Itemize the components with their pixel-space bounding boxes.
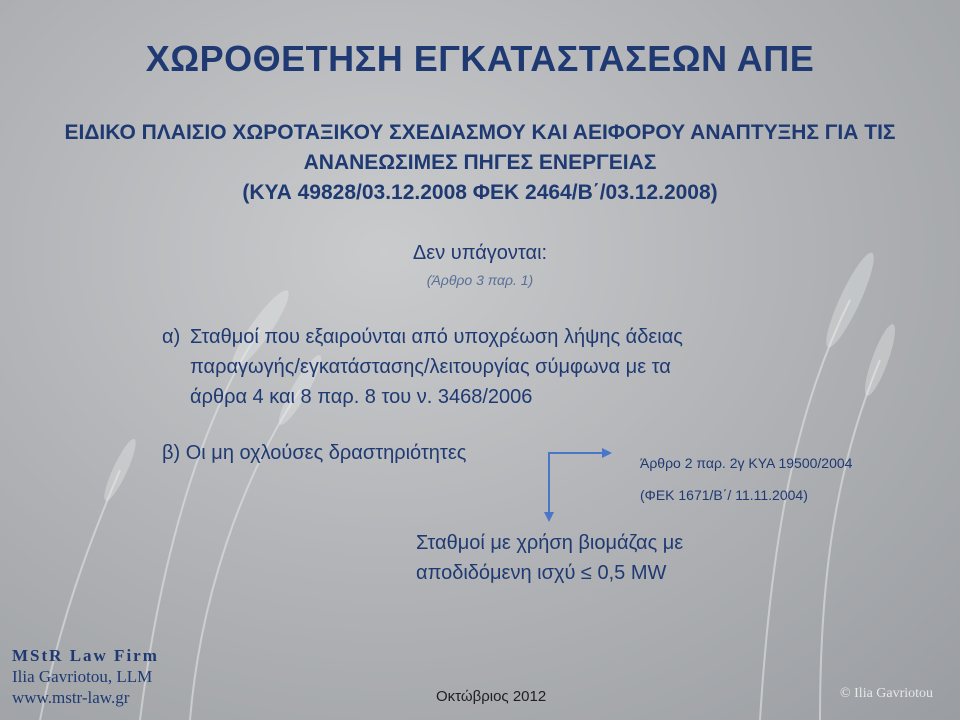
item-b-text: Οι μη οχλούσες δραστηριότητες [185, 442, 467, 464]
footer-copyright: © Ilia Gavriotou [840, 686, 934, 701]
footer-date: Οκτώβριος 2012 [436, 688, 547, 705]
item-a-marker: α) [162, 326, 181, 348]
slide-title: ΧΩΡΟΘΕΤΗΣΗ ΕΓΚΑΤΑΣΤΑΣΕΩΝ ΑΠΕ [145, 38, 815, 79]
arrow-right-icon [549, 453, 610, 515]
subtitle-line: ΑΝΑΝΕΩΣΙΜΕΣ ΠΗΓΕΣ ΕΝΕΡΓΕΙΑΣ [303, 151, 657, 174]
firm-name: MStR Law Firm [12, 646, 159, 665]
firm-website: www.mstr-law.gr [12, 688, 130, 707]
biomass-note-line: αποδιδόμενη ισχύ ≤ 0,5 MW [416, 562, 667, 584]
subtitle-line: (ΚΥΑ 49828/03.12.2008 ΦΕΚ 2464/Β΄/03.12.2008) [242, 181, 718, 204]
item-a-line: παραγωγής/εγκατάστασης/λειτουργίας σύμφωνα με τα [190, 356, 671, 378]
item-a-line: άρθρα 4 και 8 παρ. 8 του ν. 3468/2006 [190, 386, 533, 408]
biomass-note [416, 528, 683, 588]
section-reference: (Άρθρο 3 παρ. 1) [426, 272, 534, 288]
item-b-reference-line: Άρθρο 2 παρ. 2γ ΚΥΑ 19500/2004 [640, 455, 853, 471]
firm-author: Ilia Gavriotou, LLM [12, 667, 153, 686]
subtitle-line: ΕΙΔΙΚΟ ΠΛΑΙΣΙΟ ΧΩΡΟΤΑΞΙΚΟΥ ΣΧΕΔΙΑΣΜΟΥ ΚΑΙ ΑΕΙΦΟΡΟΥ ΑΝΑΠΤΥΞΗΣ ΓΙΑ ΤΙΣ [64, 121, 896, 144]
section-heading: Δεν υπάγονται: [412, 242, 548, 264]
item-b-reference-line: (ΦΕΚ 1671/Β΄/ 11.11.2004) [640, 487, 808, 503]
item-b-marker: β) [162, 442, 181, 464]
item-a-line: Σταθμοί που εξαιρούνται από υποχρέωση λήψης άδειας [190, 326, 683, 348]
firm-info [12, 645, 159, 708]
biomass-note-line: Σταθμοί με χρήση βιομάζας με [416, 532, 684, 554]
item-b-reference [640, 447, 852, 511]
